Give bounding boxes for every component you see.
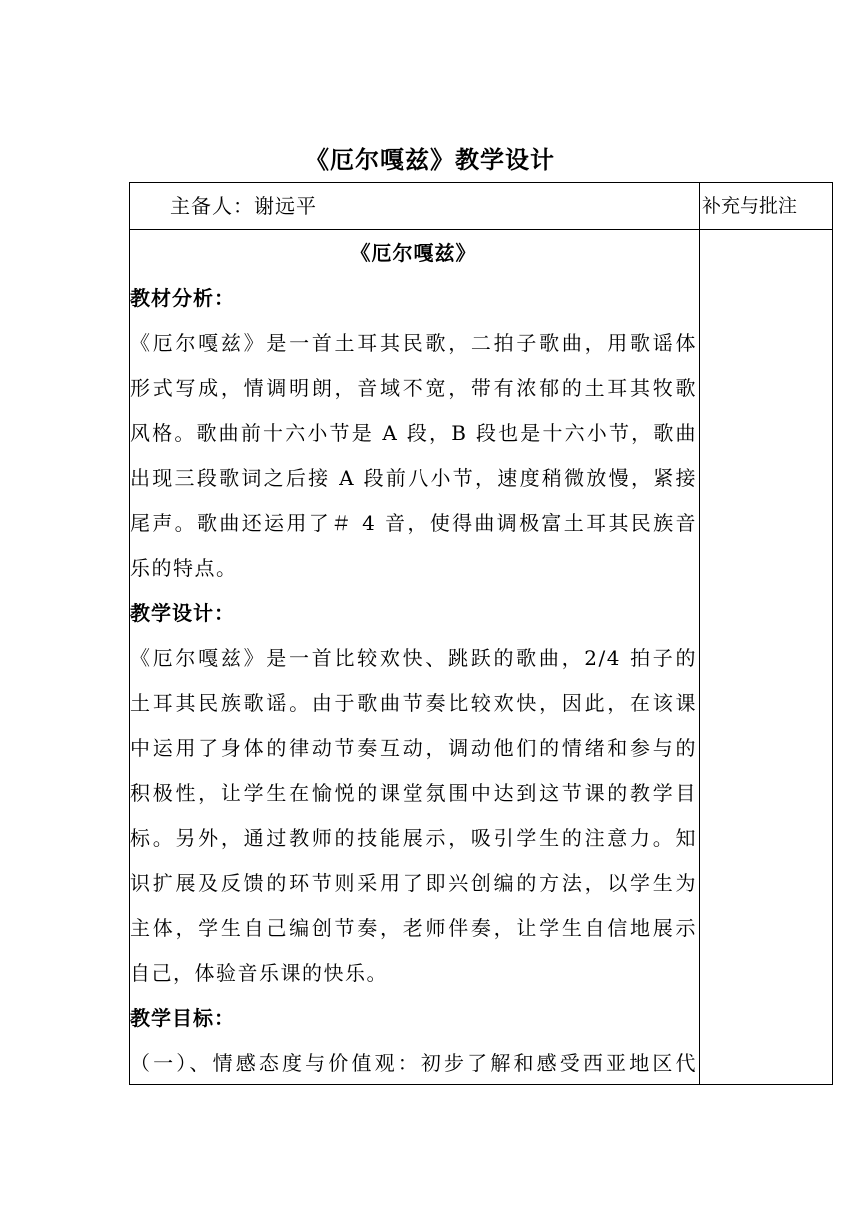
document-title: 《厄尔嘎兹》教学设计 [305, 145, 555, 174]
paragraph-line: 中运用了身体的律动节奏互动，调动他们的情绪和参与的 [130, 736, 697, 760]
paragraph-line: 尾声。歌曲还运用了＃ 4 音，使得曲调极富土耳其民族音 [130, 511, 697, 535]
paragraph-line: 出现三段歌词之后接 A 段前八小节，速度稍微放慢，紧接 [130, 466, 697, 490]
paragraph-line: 形式写成，情调明朗，音域不宽，带有浓郁的土耳其牧歌 [130, 376, 697, 400]
section-heading-material-analysis: 教材分析： [130, 286, 235, 310]
header-row-divider [130, 229, 832, 230]
preparer-label: 主备人：谢远平 [170, 194, 317, 218]
paragraph-line: 风格。歌曲前十六小节是 A 段，B 段也是十六小节，歌曲 [130, 421, 697, 445]
paragraph-line: 《厄尔嘎兹》是一首土耳其民歌，二拍子歌曲，用歌谣体 [130, 331, 697, 355]
lesson-plan-table [129, 182, 833, 1085]
paragraph-line: 标。另外，通过教师的技能展示，吸引学生的注意力。知 [130, 826, 697, 850]
paragraph-line: 自己，体验音乐课的快乐。 [130, 961, 388, 985]
paragraph-line: （一）、情感态度与价值观：初步了解和感受西亚地区代 [130, 1051, 697, 1075]
section-heading-teaching-design: 教学设计： [130, 601, 235, 625]
paragraph-line: 主体，学生自己编创节奏，老师伴奏，让学生自信地展示 [130, 916, 697, 940]
content-title: 《厄尔嘎兹》 [350, 241, 477, 265]
paragraph-line: 识扩展及反馈的环节则采用了即兴创编的方法，以学生为 [130, 871, 697, 895]
lesson-content [130, 231, 697, 1086]
notes-column-header: 补充与批注 [702, 195, 798, 217]
column-divider [699, 183, 700, 1084]
teaching-design-paragraph [130, 636, 697, 996]
material-analysis-paragraph [130, 321, 697, 591]
section-heading-teaching-goals: 教学目标： [130, 1006, 235, 1030]
paragraph-line: 积极性，让学生在愉悦的课堂氛围中达到这节课的教学目 [130, 781, 697, 805]
paragraph-line: 《厄尔嘎兹》是一首比较欢快、跳跃的歌曲，2/4 拍子的 [130, 646, 697, 670]
paragraph-line: 乐的特点。 [130, 556, 238, 580]
paragraph-line: 土耳其民族歌谣。由于歌曲节奏比较欢快，因此，在该课 [130, 691, 697, 715]
teaching-goals-paragraph [130, 1041, 697, 1086]
